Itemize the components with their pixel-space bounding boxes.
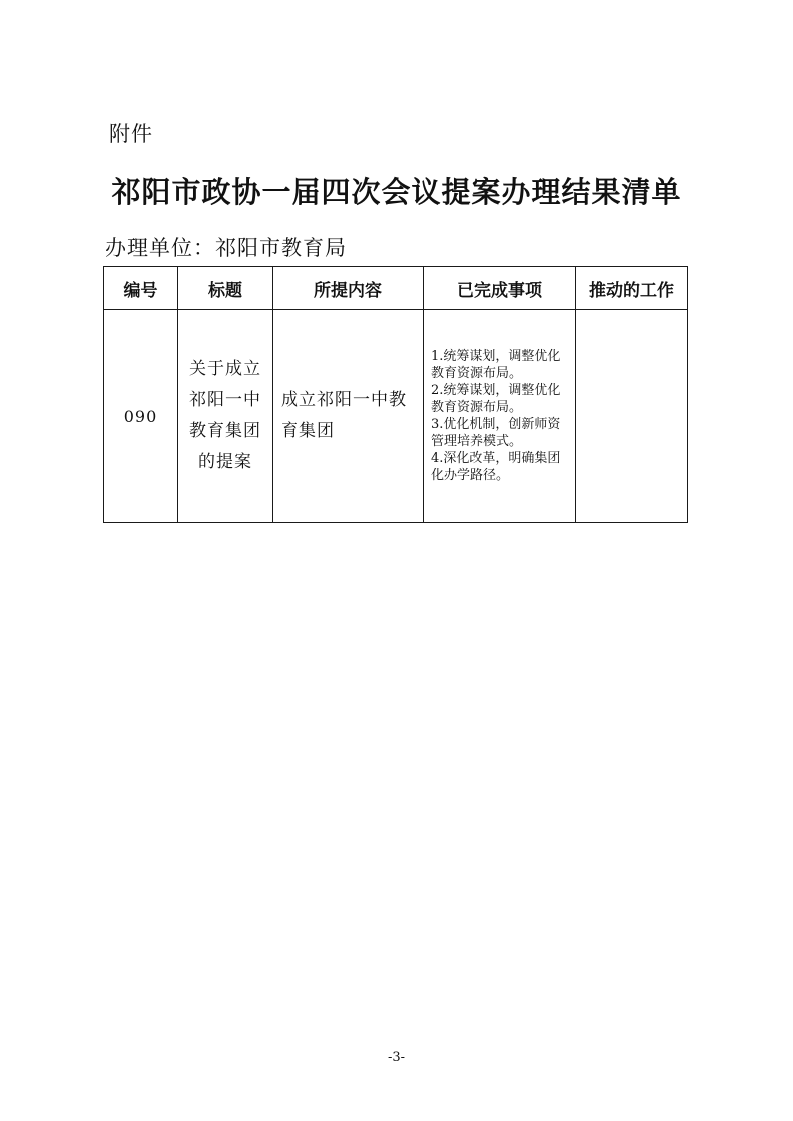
header-content: 所提内容 (273, 267, 424, 310)
header-promoted-work: 推动的工作 (576, 267, 688, 310)
completed-item: 4.深化改革，明确集团化办学路径。 (431, 451, 561, 483)
completed-item: 1.统筹谋划，调整优化教育资源布局。 (431, 349, 561, 381)
completed-item: 2.统筹谋划，调整优化教育资源布局。 (431, 383, 561, 415)
row-number: 090 (104, 310, 178, 523)
result-table (103, 266, 688, 523)
table-header-row (104, 267, 688, 310)
header-number: 编号 (104, 267, 178, 310)
row-promoted-work (576, 310, 688, 523)
row-title: 关于成立祁阳一中教育集团的提案 (178, 310, 273, 523)
row-completed-items (424, 310, 576, 523)
handling-unit: 办理单位：祁阳市教育局 (105, 236, 347, 260)
completed-item: 3.优化机制，创新师资管理培养模式。 (431, 417, 561, 449)
header-title: 标题 (178, 267, 273, 310)
page-number: -3- (387, 1050, 406, 1065)
row-content: 成立祁阳一中教育集团 (273, 310, 424, 523)
attachment-label: 附件 (109, 122, 153, 146)
header-completed-items: 已完成事项 (424, 267, 576, 310)
table-row (104, 310, 688, 523)
document-title: 祁阳市政协一届四次会议提案办理结果清单 (111, 175, 682, 209)
